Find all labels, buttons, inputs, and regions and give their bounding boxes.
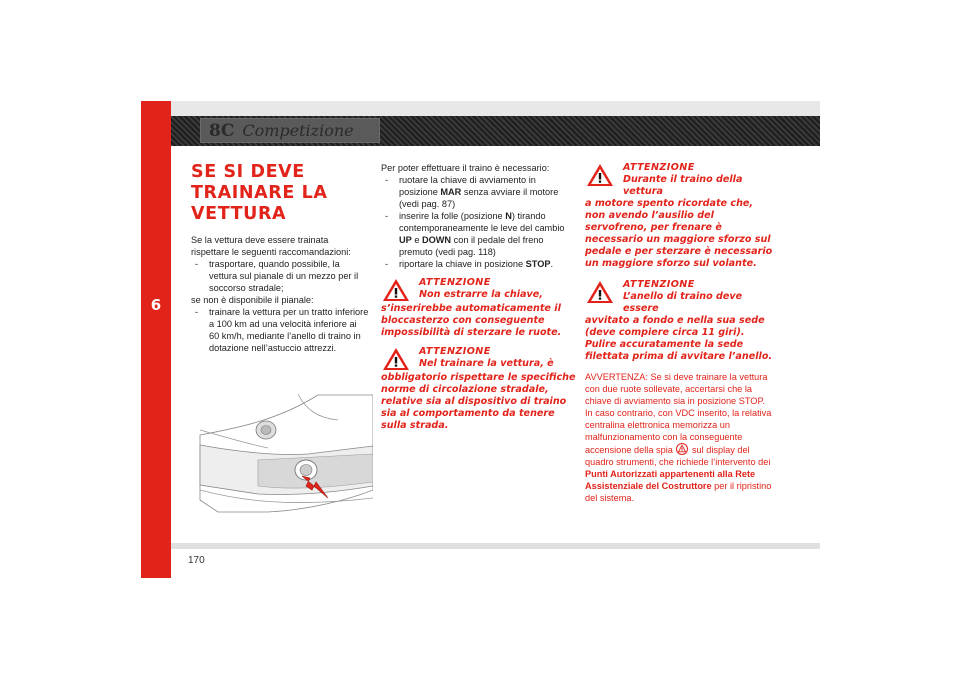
warning-block bbox=[381, 277, 576, 339]
top-band bbox=[171, 101, 820, 116]
warning-block bbox=[585, 162, 775, 270]
warning-triangle-icon bbox=[381, 277, 411, 303]
warning-title: ATTENZIONE bbox=[623, 279, 695, 290]
column-3 bbox=[585, 162, 775, 504]
chapter-tab bbox=[141, 101, 171, 578]
page-number: 170 bbox=[188, 555, 205, 566]
list-item: - inserire la folle (posizione N) tirando contemporaneamente le leve del cambio UP e DOWN con il pedale del freno premuto (vedi pag. 118) bbox=[385, 211, 565, 257]
warning-head: L’anello di traino deve essere bbox=[623, 291, 743, 314]
warning-block bbox=[381, 346, 576, 432]
list-item: - trasportare, quando possibile, la vettura sul pianale di un mezzo per il soccorso stradale; bbox=[195, 259, 359, 293]
warning-block bbox=[585, 279, 775, 363]
intro-text: Se la vettura deve essere trainata rispettare le seguenti raccomandazioni: bbox=[191, 235, 351, 257]
warning-head: Non estrarre la chiave, bbox=[419, 289, 543, 300]
warning-title: ATTENZIONE bbox=[419, 277, 491, 288]
avvertenza-note: AVVERTENZA: Se si deve trainare la vettura con due ruote sollevate, accertarsi che la chiave di avviamento sia in posizione STOP. In caso contrario, con VDC inserito, la relativa centralina elettronica memorizza un malfunzionamento con la conseguente accensione della spia sul display del quadro strumenti, che richiede l’intervento dei Punti Autorizzati appartenenti alla Rete Assistenziale del Costruttore per il ripristino del sistema. bbox=[585, 372, 772, 503]
warning-triangle-icon bbox=[381, 346, 411, 372]
brand-logo bbox=[200, 118, 380, 143]
list-item: - ruotare la chiave di avviamento in posizione MAR senza avviare il motore (vedi pag. 87) bbox=[385, 175, 559, 209]
towing-intro: Per poter effettuare il traino è necessario: bbox=[381, 163, 550, 173]
vdc-warning-light-icon bbox=[675, 443, 689, 455]
warning-body: obbligatorio rispettare le specifiche norme di circolazione stradale, relative sia al dispositivo di traino sia al comportamento da tenere sulla strada. bbox=[381, 372, 576, 431]
warning-body: s’inserirebbe automaticamente il bloccasterzo con conseguente impossibilità di sterzare le ruote. bbox=[381, 303, 562, 338]
chapter-number: 6 bbox=[150, 296, 162, 314]
column-1 bbox=[191, 162, 369, 354]
warning-body: avvitato a fondo e nella sua sede (deve compiere circa 11 giri). Pulire accuratamente la sede filettata prima di avvitare l’anello. bbox=[585, 315, 773, 362]
warning-body: a motore spento ricordate che, non avendo l’ausilio del servofreno, per frenare è necessario un maggiore sforzo sul pedale e per sterzare è necessario un maggiore sforzo sul volante. bbox=[585, 198, 773, 269]
list-item: - riportare la chiave in posizione STOP. bbox=[385, 259, 554, 269]
warning-title: ATTENZIONE bbox=[419, 346, 491, 357]
logo-competizione: Competizione bbox=[242, 121, 354, 140]
section-title: SE SI DEVE TRAINARE LA VETTURA bbox=[191, 162, 328, 224]
list-item: - trainare la vettura per un tratto inferiore a 100 km ad una velocità inferiore ai 60 km/h, mediante l’anello di traino in dotazione nell’astuccio attrezzi. bbox=[195, 307, 369, 353]
warning-title: ATTENZIONE bbox=[623, 162, 695, 173]
list-item-text: trainare la vettura per un tratto inferiore a 100 km ad una velocità inferiore ai 60 km/h, mediante l’anello di traino in dotazione nell’astuccio attrezzi. bbox=[209, 307, 369, 353]
header-banner bbox=[171, 116, 820, 146]
logo-8c: 8C bbox=[209, 120, 235, 141]
warning-triangle-icon bbox=[585, 279, 615, 305]
car-front-tow-hook-illustration bbox=[198, 390, 373, 520]
no-pianale-text: se non è disponibile il pianale: bbox=[191, 295, 314, 305]
warning-head: Durante il traino della vettura bbox=[623, 174, 743, 197]
list-item-text: trasportare, quando possibile, la vettura sul pianale di un mezzo per il soccorso stradale; bbox=[209, 259, 359, 293]
warning-head: Nel trainare la vettura, è bbox=[419, 358, 554, 369]
warning-triangle-icon bbox=[585, 162, 615, 188]
bottom-rule bbox=[171, 543, 820, 549]
column-2 bbox=[381, 162, 576, 432]
